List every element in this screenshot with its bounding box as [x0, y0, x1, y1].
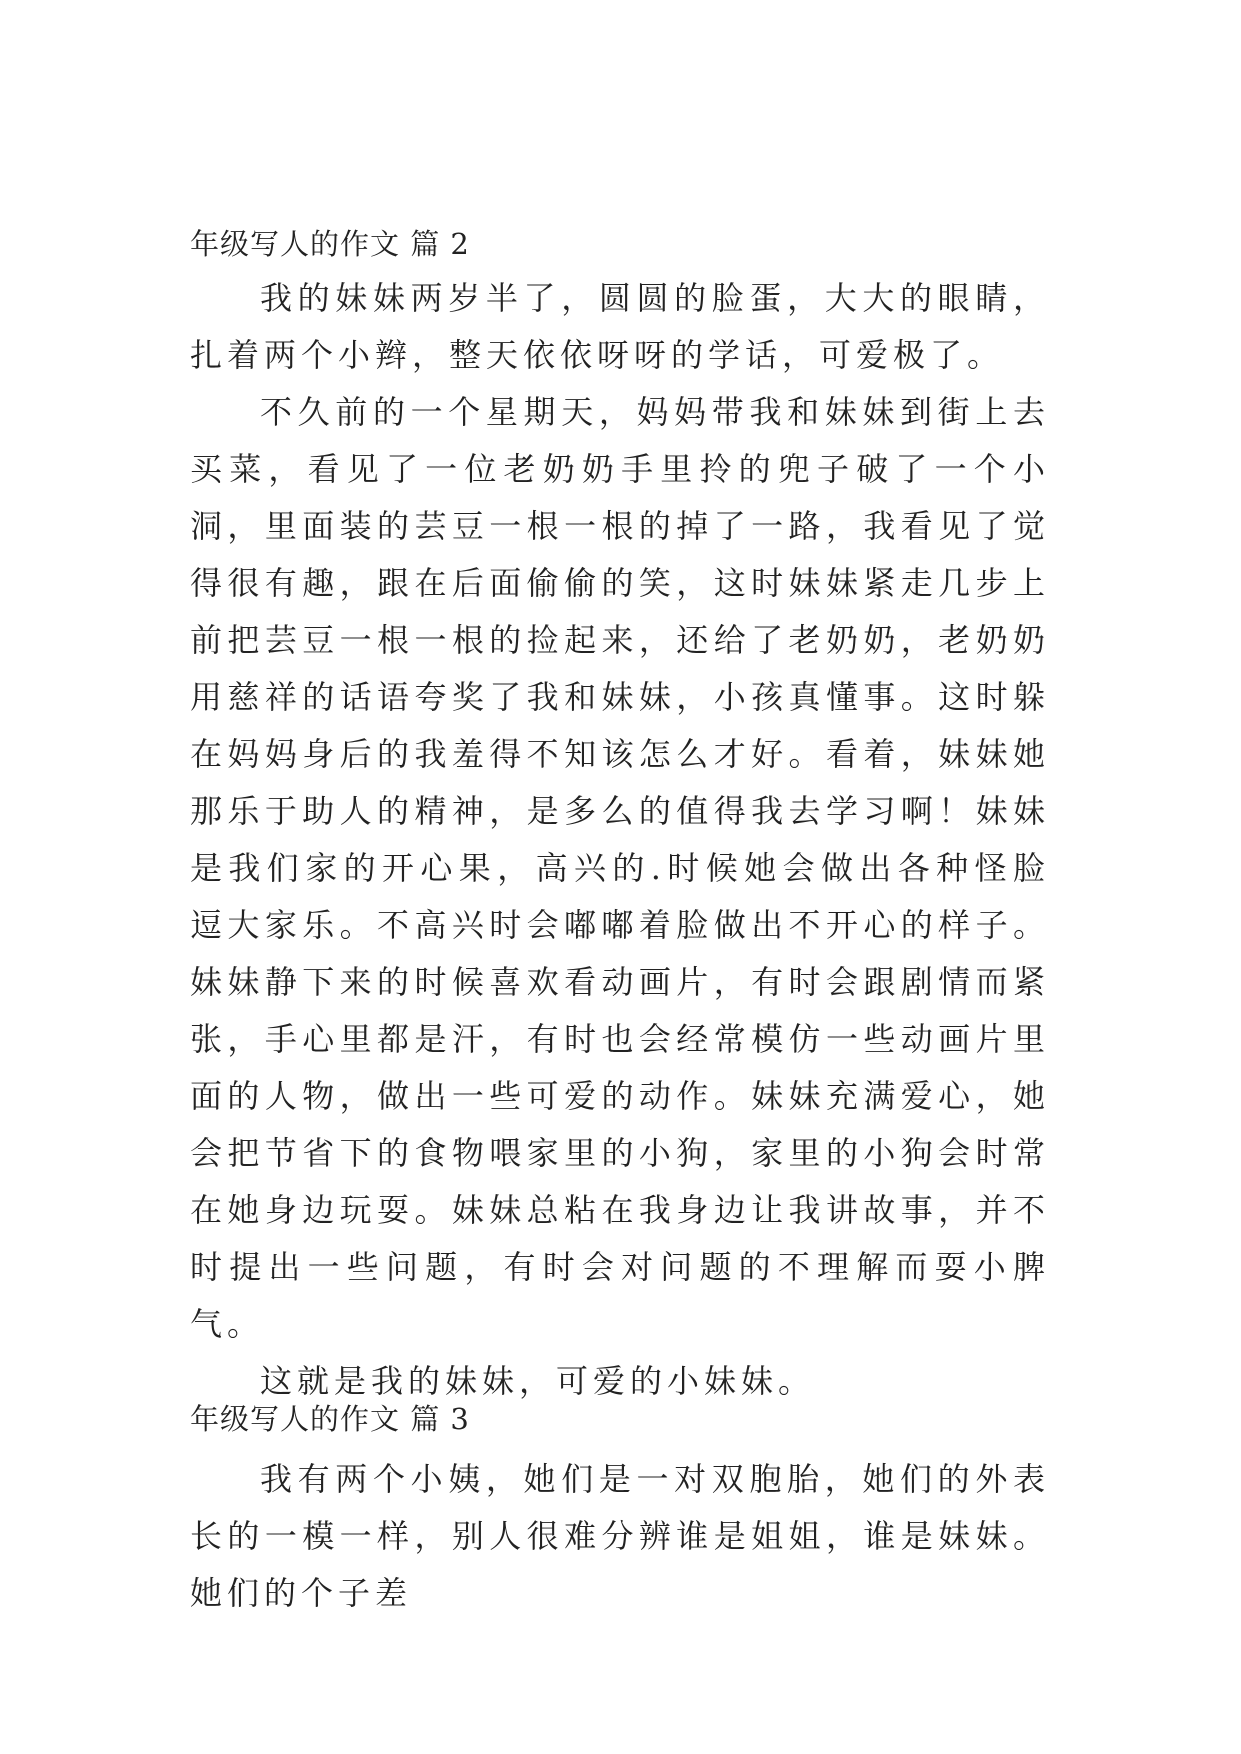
- section-heading: 年级写人的作文 篇 2: [190, 227, 470, 261]
- paragraph: 我有两个小姨，她们是一对双胞胎，她们的外表长的一模一样，别人很难分辨谁是姐姐，谁是妹妹。她们的个子差: [190, 1460, 1050, 1612]
- paragraph: 不久前的一个星期天，妈妈带我和妹妹到街上去买菜，看见了一位老奶奶手里拎的兜子破了一个小洞，里面装的芸豆一根一根的掉了一路，我看见了觉得很有趣，跟在后面偷偷的笑，这时妹妹紧走几步上前把芸豆一根一根的捡起来，还给了老奶奶，老奶奶用慈祥的话语夸奖了我和妹妹，小孩真懂事。这时躲在妈妈身后的我羞得不知该怎么才好。看着，妹妹她那乐于助人的精神，是多么的值得我去学习啊！妹妹是我们家的开心果，高兴的.时候她会做出各种怪脸逗大家乐。不高兴时会嘟嘟着脸做出不开心的样子。妹妹静下来的时候喜欢看动画片，有时会跟剧情而紧张，手心里都是汗，有时也会经常模仿一些动画片里面的人物，做出一些可爱的动作。妹妹充满爱心，她会把节省下的食物喂家里的小狗，家里的小狗会时常在她身边玩耍。妹妹总粘在我身边让我讲故事，并不时提出一些问题，有时会对问题的不理解而耍小脾气。: [190, 393, 1050, 1343]
- essay-section-3: [190, 1393, 1050, 1622]
- section-heading: 年级写人的作文 篇 3: [190, 1402, 470, 1436]
- paragraph: 这就是我的妹妹，可爱的小妹妹。: [260, 1362, 816, 1400]
- essay-section-2: [190, 218, 1050, 1410]
- paragraph: 我的妹妹两岁半了，圆圆的脸蛋，大大的眼睛，扎着两个小辫，整天依依呀呀的学话，可爱极了。: [190, 279, 1050, 374]
